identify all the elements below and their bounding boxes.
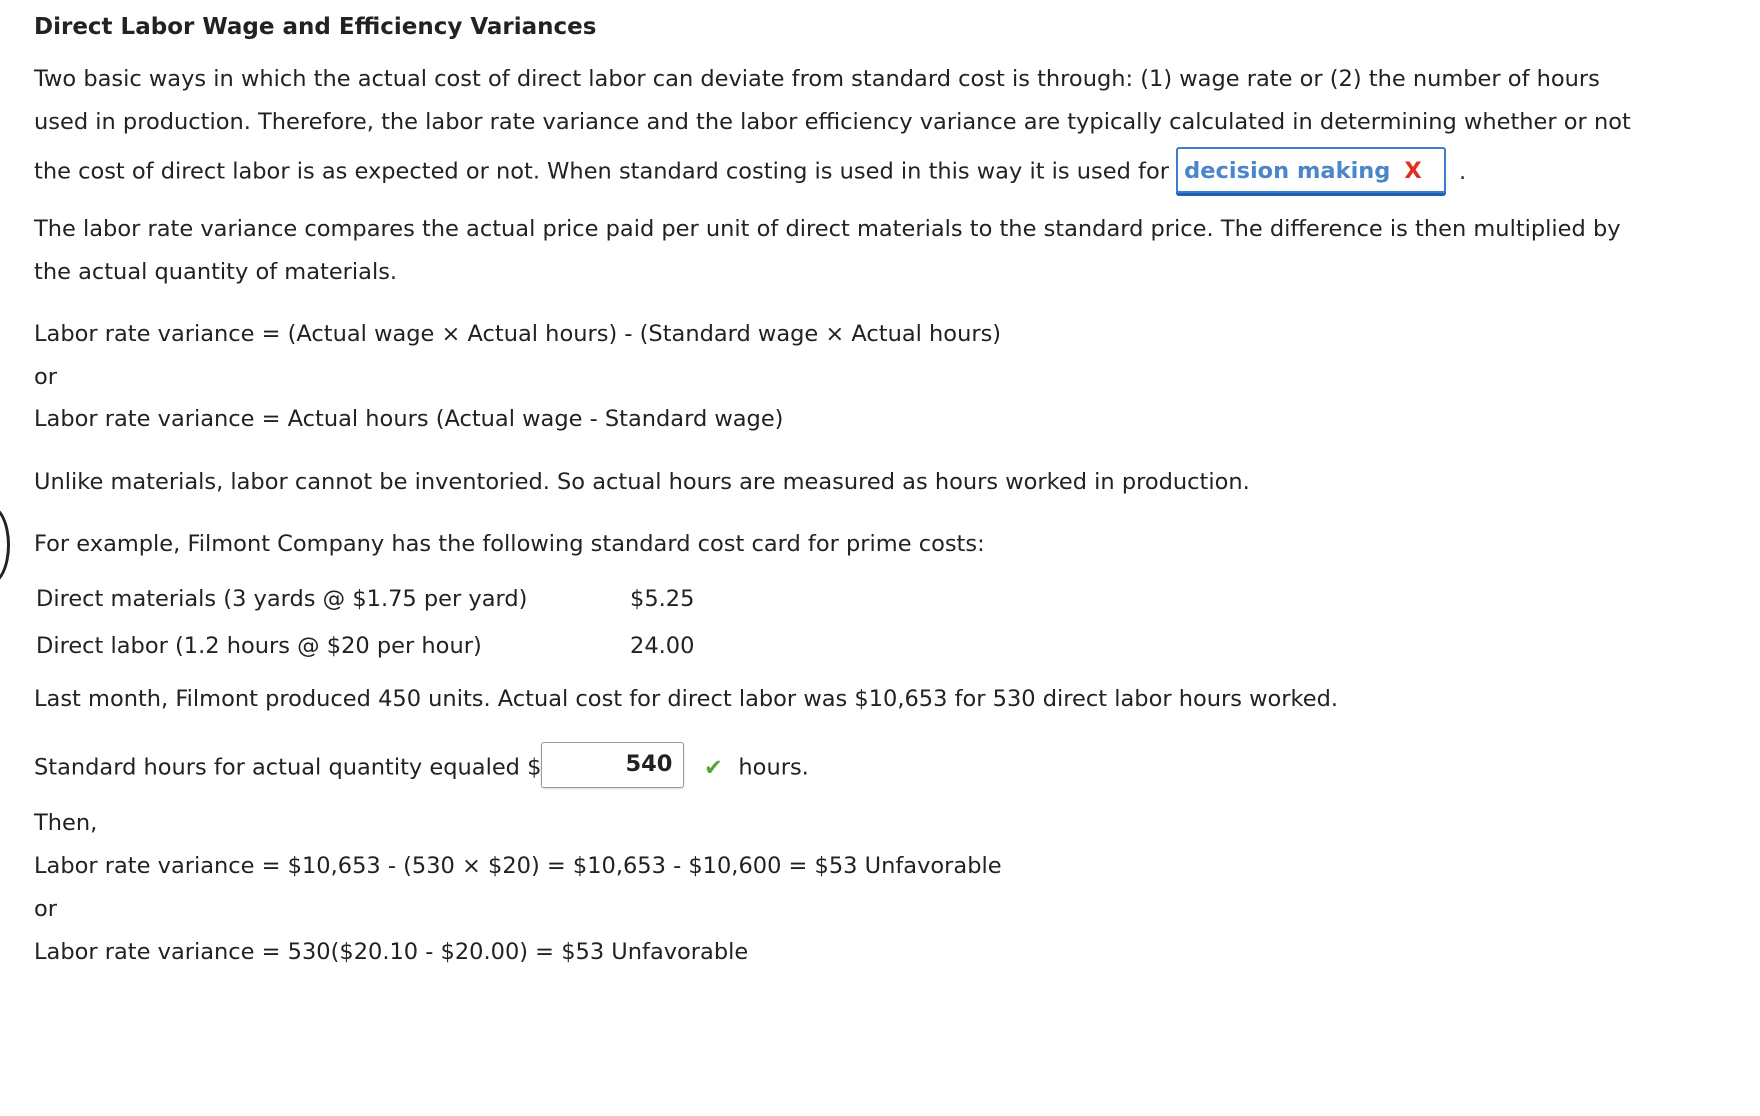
last-month-text: Last month, Filmont produced 450 units. Actual cost for direct labor was $10,653 for 530 direct labor hours worked. bbox=[34, 686, 1339, 712]
or-separator-1: or bbox=[34, 364, 58, 390]
calculation-2: Labor rate variance = 530($20.10 - $20.00) = $53 Unfavorable bbox=[34, 939, 749, 965]
cost-card-row-label: Direct labor (1.2 hours @ $20 per hour) bbox=[36, 633, 482, 659]
correct-check-icon: ✔ bbox=[703, 754, 723, 781]
inventory-note: Unlike materials, labor cannot be inventoried. So actual hours are measured as hours worked in production. bbox=[34, 469, 1250, 495]
formula-2: Labor rate variance = Actual hours (Actual wage - Standard wage) bbox=[34, 406, 784, 432]
cost-card-row-value: 24.00 bbox=[630, 633, 695, 659]
intro-line-3 bbox=[34, 151, 1466, 193]
answer-dropdown[interactable] bbox=[1176, 147, 1446, 193]
standard-hours-line bbox=[34, 748, 809, 788]
standard-hours-input[interactable]: 540 bbox=[541, 742, 684, 788]
dropdown-selected-value: decision making bbox=[1184, 158, 1391, 184]
intro-line-3-prefix: the cost of direct labor is as expected or not. When standard costing is used in this way it is used for bbox=[34, 158, 1169, 185]
intro-line-2: used in production. Therefore, the labor rate variance and the labor efficiency variance are typically calculated in determining whether or not bbox=[34, 109, 1631, 135]
formula-1: Labor rate variance = (Actual wage × Actual hours) - (Standard wage × Actual hours) bbox=[34, 321, 1002, 347]
page-title: Direct Labor Wage and Efficiency Variances bbox=[34, 14, 597, 40]
or-separator-2: or bbox=[34, 896, 58, 922]
standard-hours-prefix: Standard hours for actual quantity equaled $ bbox=[34, 754, 542, 781]
intro-line-1: Two basic ways in which the actual cost of direct labor can deviate from standard cost is through: (1) wage rate or (2) the number of hours bbox=[34, 66, 1600, 92]
standard-hours-suffix: hours. bbox=[738, 754, 809, 781]
calculation-1: Labor rate variance = $10,653 - (530 × $20) = $10,653 - $10,600 = $53 Unfavorable bbox=[34, 853, 1002, 879]
rate-description-line-2: the actual quantity of materials. bbox=[34, 259, 398, 285]
rate-description-line-1: The labor rate variance compares the actual price paid per unit of direct materials to the standard price. The difference is then multiplied by bbox=[34, 216, 1621, 242]
incorrect-x-icon: X bbox=[1404, 158, 1422, 184]
then-text: Then, bbox=[34, 810, 98, 836]
intro-line-3-suffix: . bbox=[1458, 158, 1467, 185]
cost-card-row-value: $5.25 bbox=[630, 586, 695, 612]
scroll-edge-circle bbox=[0, 505, 10, 585]
example-intro: For example, Filmont Company has the following standard cost card for prime costs: bbox=[34, 531, 985, 557]
cost-card-row-label: Direct materials (3 yards @ $1.75 per yard) bbox=[36, 586, 528, 612]
